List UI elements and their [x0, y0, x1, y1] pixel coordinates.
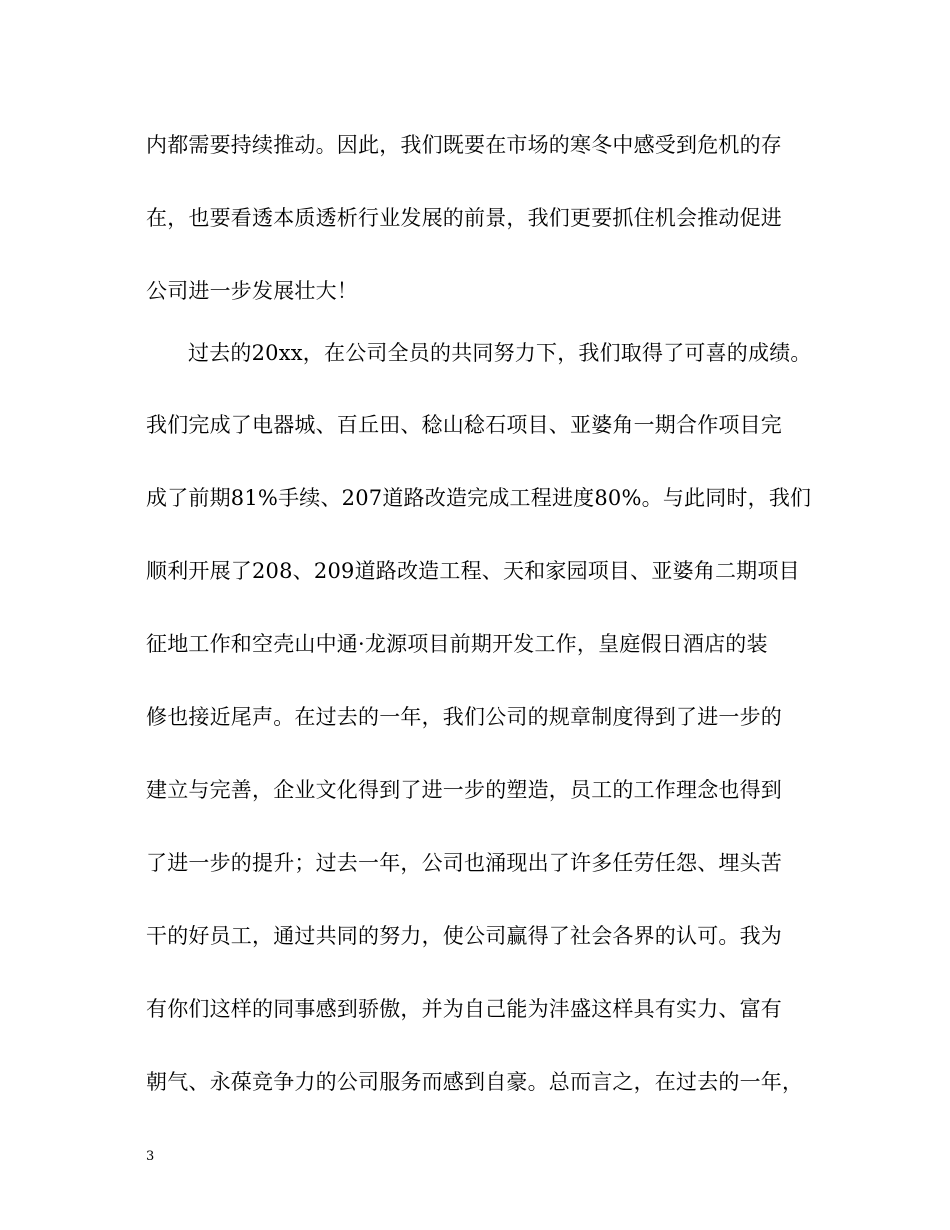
text-line: 公司进一步发展壮大！ [146, 279, 358, 303]
text-line: 我们完成了电器城、百丘田、稔山稔石项目、亚婆角一期合作项目完 [146, 413, 782, 437]
text-line: 建立与完善，企业文化得到了进一步的塑造，员工的工作理念也得到 [146, 778, 782, 802]
paragraph-first-line: 过去的20xx，在公司全员的共同努力下，我们取得了可喜的成绩。 [188, 341, 812, 365]
text-line: 了进一步的提升；过去一年，公司也涌现出了许多任劳任怨、埋头苦 [146, 851, 782, 875]
page-number: 3 [146, 1149, 155, 1164]
text-line: 朝气、永葆竞争力的公司服务而感到自豪。总而言之，在过去的一年， [146, 1070, 804, 1094]
text-line: 征地工作和空壳山中通·龙源项目前期开发工作，皇庭假日酒店的装 [146, 632, 768, 656]
text-line: 在，也要看透本质透析行业发展的前景，我们更要抓住机会推动促进 [146, 206, 782, 230]
text-line: 内都需要持续推动。因此，我们既要在市场的寒冬中感受到危机的存 [146, 133, 782, 157]
text-line: 修也接近尾声。在过去的一年，我们公司的规章制度得到了进一步的 [146, 705, 782, 729]
text-line: 干的好员工，通过共同的努力，使公司赢得了社会各界的认可。我为 [146, 924, 782, 948]
text-line: 成了前期81%手续、207道路改造完成工程进度80%。与此同时，我们 [146, 486, 812, 510]
text-line: 有你们这样的同事感到骄傲，并为自己能为沣盛这样具有实力、富有 [146, 997, 782, 1021]
text-line: 顺利开展了208、209道路改造工程、天和家园项目、亚婆角二期项目 [146, 559, 800, 583]
